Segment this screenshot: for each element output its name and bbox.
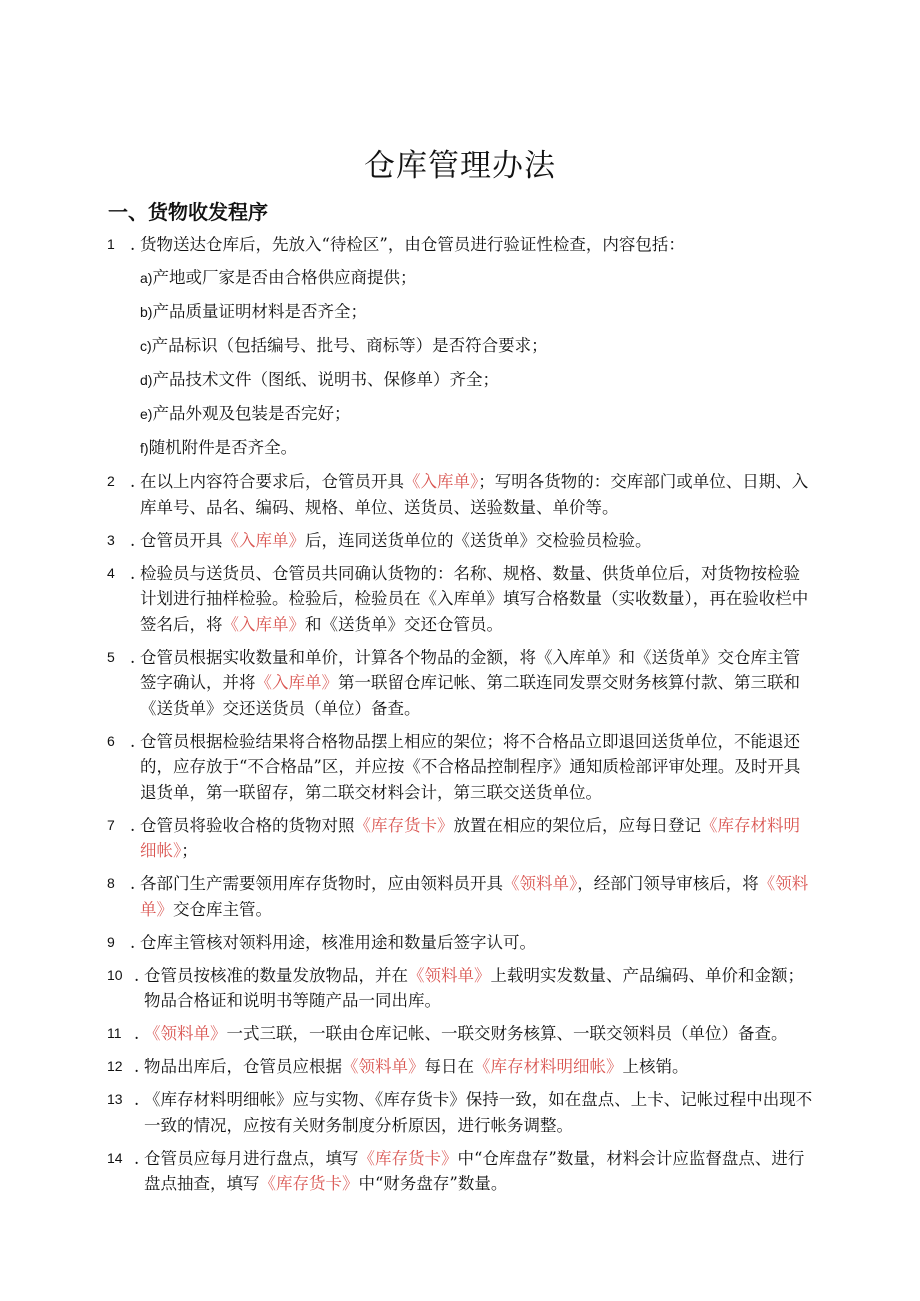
form-reference: 《库存货卡》 [354, 815, 454, 835]
form-reference: 《库存货卡》 [358, 1148, 458, 1168]
form-reference: 《入库单》 [222, 614, 305, 634]
text-segment: 仓管员根据检验结果将合格物品摆上相应的架位；将不合格品立即退回送货单位，不能退还的，应存放于“不合格品”区，并应按《不合格品控制程序》通知质检部评审处理。及时开具退货单，第一联留存，第二联交材料会计，第三联交送货单位。 [140, 731, 801, 802]
document-body [0, 232, 920, 1204]
text-segment: 仓管员按核准的数量发放物品，并在 [144, 965, 408, 985]
paragraph-text [140, 933, 536, 952]
page-title: 仓库管理办法 [364, 148, 556, 184]
text-segment: 货物送达仓库后，先放入“待检区”，由仓管员进行验证性检查，内容包括： [140, 235, 685, 254]
paragraph-text [144, 1149, 804, 1194]
text-segment: 检验员与送货员、仓管员共同确认货物的：名称、规格、数量、供货单位后，对货物按检验计划进行抽样检验。检验后，检验员在《入库单》填写合格数量（实收数量），再在验收栏中签名后，将 [140, 563, 809, 634]
sub-item-marker: f) [140, 440, 149, 456]
text-segment: ，经部门领导审核后，将 [577, 874, 759, 893]
number-separator: . [130, 472, 136, 491]
paragraph-text [140, 648, 800, 718]
paragraph-number: 9 [107, 933, 115, 950]
number-separator: . [134, 1148, 140, 1168]
text-segment: 一式三联，一联由仓库记帐、一联交财务核算、一联交领料员（单位）备查。 [226, 1024, 788, 1043]
number-separator: . [134, 1057, 140, 1076]
paragraph-text [144, 1057, 689, 1076]
paragraph-number: 12 [107, 1058, 123, 1074]
sub-item-marker: a) [140, 270, 153, 286]
sub-item-text: 随机附件是否齐全。 [148, 438, 298, 457]
form-reference: 《入库单》 [222, 530, 305, 550]
text-segment: 放置在相应的架位后，应每日登记 [453, 815, 701, 835]
numbered-paragraph [0, 1146, 920, 1197]
paragraph-text [144, 966, 804, 1011]
paragraph-number: 11 [107, 1025, 122, 1041]
text-segment: 仓管员根据实收数量和单价，计算各个物品的金额，将《入库单》和《送货单》交仓库主管签字确认，并将 [140, 647, 800, 692]
numbered-paragraph [0, 232, 920, 258]
sub-item-marker: c) [140, 338, 152, 354]
numbered-paragraph [0, 528, 920, 554]
text-segment: 各部门生产需要领用库存货物时，应由领料员开具 [140, 874, 503, 893]
form-reference: 《入库单》 [404, 472, 479, 491]
text-segment: 上核销。 [622, 1057, 689, 1076]
number-separator: . [134, 1024, 140, 1043]
paragraph-text [144, 1024, 788, 1043]
paragraph-number: 2 [107, 473, 115, 489]
text-segment: 仓库主管核对领料用途，核准用途和数量后签字认可。 [140, 932, 536, 952]
sub-item [0, 265, 920, 292]
numbered-paragraph [0, 871, 920, 922]
text-segment: 中“财务盘存”数量。 [358, 1174, 508, 1193]
paragraph-text [140, 816, 800, 861]
text-segment: 和《送货单》交还仓管员。 [305, 614, 503, 634]
paragraph-number: 7 [107, 816, 115, 833]
text-segment: 第一联留仓库记帐、第二联连同发票交财务核算付款、第三联和《送货单》交还送货员（单位）备查。 [140, 673, 800, 718]
sub-item-text: 产品质量证明材料是否齐全； [152, 302, 367, 321]
number-separator: . [130, 932, 136, 952]
number-separator: . [130, 874, 136, 893]
paragraph-number: 10 [107, 966, 123, 983]
sub-item-text: 产地或厂家是否由合格供应商提供； [152, 268, 417, 287]
form-reference: 《领料单》 [503, 874, 578, 893]
text-segment: 上载明实发数量、产品编码、单价和金额；物品合格证和说明书等随产品一同出库。 [144, 965, 804, 1010]
numbered-paragraph [0, 1087, 920, 1138]
numbered-paragraph [0, 561, 920, 638]
number-separator: . [130, 731, 136, 751]
paragraph-number: 13 [107, 1091, 123, 1107]
numbered-paragraph [0, 645, 920, 722]
numbered-paragraph [0, 729, 920, 806]
paragraph-number: 4 [107, 564, 115, 581]
form-reference: 《库存货卡》 [259, 1174, 359, 1193]
text-segment: 后，连同送货单位的《送货单》交检验员检验。 [305, 530, 652, 550]
number-separator: . [130, 235, 136, 254]
number-separator: . [130, 815, 136, 835]
form-reference: 《库存材料明细帐》 [474, 1057, 623, 1076]
numbered-paragraph [0, 963, 920, 1014]
paragraph-text [140, 874, 808, 919]
text-segment: 仓管员应每月进行盘点，填写 [144, 1148, 359, 1168]
paragraph-text [140, 531, 652, 550]
number-separator: . [130, 647, 136, 667]
sub-item [0, 367, 920, 394]
paragraph-text [140, 472, 808, 517]
text-segment: ； [181, 841, 198, 860]
numbered-paragraph [0, 469, 920, 520]
numbered-paragraph [0, 813, 920, 864]
text-segment: 物品出库后，仓管员应根据 [144, 1057, 342, 1076]
paragraph-number: 14 [107, 1149, 123, 1166]
sub-item [0, 401, 920, 428]
text-segment: 中“仓库盘存”数量，材料会计应监督盘点、进行盘点抽查，填写 [144, 1148, 805, 1193]
paragraph-number: 6 [107, 732, 115, 749]
sub-item-marker: b) [140, 304, 153, 320]
text-segment: ；写明各货物的：交库部门或单位、日期、入库单号、品名、编码、规格、单位、送货员、送验数量、单价等。 [140, 472, 809, 517]
sub-item-marker: e) [140, 406, 153, 422]
paragraph-text [140, 564, 808, 634]
form-reference: 《领料单》 [342, 1057, 425, 1076]
paragraph-text [140, 732, 800, 802]
numbered-paragraph [0, 930, 920, 956]
numbered-paragraph [0, 1054, 920, 1080]
text-segment: 仓管员开具 [140, 530, 223, 550]
number-separator: . [134, 965, 140, 985]
text-segment: 交仓库主管。 [173, 899, 272, 919]
sub-item [0, 435, 920, 462]
text-segment: 《库存材料明细帐》应与实物、《库存货卡》保持一致，如在盘点、上卡、记帐过程中出现不一致的情况，应按有关财务制度分析原因，进行帐务调整。 [144, 1090, 813, 1135]
numbered-paragraph [0, 1021, 920, 1047]
number-separator: . [130, 563, 136, 583]
paragraph-number: 3 [107, 531, 115, 548]
form-reference: 《库存材料明细帐》 [140, 815, 800, 860]
text-segment: 仓管员将验收合格的货物对照 [140, 815, 355, 835]
sub-item-marker: d) [140, 372, 153, 388]
form-reference: 《领料单》 [140, 874, 809, 919]
paragraph-number: 5 [107, 648, 115, 665]
text-segment: 在以上内容符合要求后，仓管员开具 [140, 472, 404, 491]
number-separator: . [134, 1090, 140, 1109]
form-reference: 《领料单》 [144, 1024, 227, 1043]
sub-item [0, 299, 920, 326]
sub-item [0, 333, 920, 360]
paragraph-text [144, 1090, 812, 1135]
text-segment: 每日在 [424, 1057, 474, 1076]
number-separator: . [130, 530, 136, 550]
paragraph-number: 8 [107, 875, 115, 891]
sub-item-text: 产品外观及包装是否完好； [152, 404, 351, 423]
form-reference: 《领料单》 [408, 965, 491, 985]
sub-item-text: 产品技术文件（图纸、说明书、保修单）齐全； [152, 370, 499, 389]
form-reference: 《入库单》 [255, 673, 338, 692]
section-heading: 一、货物收发程序 [108, 200, 268, 224]
paragraph-text [140, 235, 685, 254]
sub-item-text: 产品标识（包括编号、批号、商标等）是否符合要求； [151, 336, 548, 355]
paragraph-number: 1 [107, 236, 115, 252]
